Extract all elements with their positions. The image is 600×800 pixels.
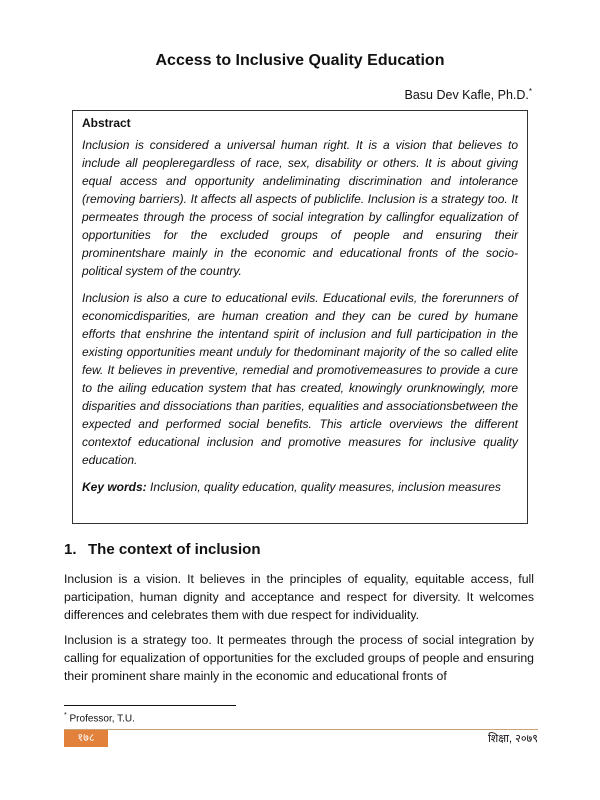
abstract-box (72, 110, 528, 524)
page-number: १७८ (64, 730, 108, 747)
footnote-divider (64, 705, 236, 706)
section-title: The context of inclusion (88, 541, 261, 558)
abstract-heading: Abstract (82, 116, 131, 130)
author-line (405, 87, 533, 102)
author-name: Basu Dev Kafle, Ph.D. (404, 88, 529, 103)
abstract-paragraph-1: Inclusion is considered a universal human right. It is a vision that believes to include all peopleregardless of race, sex, disability or others. It is about giving equal access and opportunity andeliminating discrimination and intolerance (removing barriers). It affects all aspects of publiclife. Inclusion is a strategy too. It permeates through the process of social integration by callingfor equalization of opportunities for the excluded groups of people and ensuring their prominentshare mainly in the economic and educational fronts of the socio-political system of the country. (82, 138, 518, 278)
section-heading (64, 541, 261, 558)
footnote (64, 712, 135, 724)
body-paragraph-1: Inclusion is a vision. It believes in the principles of equality, equitable access, full participation, human dignity and acceptance and respect for diversity. It welcomes differences and celebrates them with due respect for individuality. (64, 572, 534, 623)
keywords-list: Inclusion, quality education, quality measures, inclusion measures (150, 480, 501, 494)
author-footnote-mark: * (528, 87, 532, 96)
footnote-text: Professor, T.U. (69, 713, 135, 725)
paper-title: Access to Inclusive Quality Education (155, 52, 445, 69)
keywords (82, 478, 518, 496)
section-number: 1. (64, 541, 77, 558)
footnote-mark: * (64, 712, 67, 719)
keywords-label: Key words: (82, 480, 147, 494)
journal-name: शिक्षा, २०७९ (487, 733, 538, 745)
abstract-paragraph-2: Inclusion is also a cure to educational evils. Educational evils, the forerunners of economicdisparities, are human creation and they can be cured by humane efforts that enshrine the intentand spirit of inclusion and full participation in the existing opportunities meant unduly for thedominant majority of the so called elite few. It believes in preventive, remedial and promotivemeasures to provide a cure to the ailing education system that has created, knowingly orunknowingly, more disparities and dissociations than parities, equalities and associationsbetween the expected and performed social benefits. This article overviews the different contextof educational inclusion and promotive measures for inclusive quality education. (82, 291, 518, 467)
body-paragraph-2: Inclusion is a strategy too. It permeates through the process of social integration by calling for equalization of opportunities for the excluded groups of people and ensuring their prominent share mainly in the economic and educational fronts of (64, 633, 534, 684)
footer-divider (64, 729, 538, 730)
